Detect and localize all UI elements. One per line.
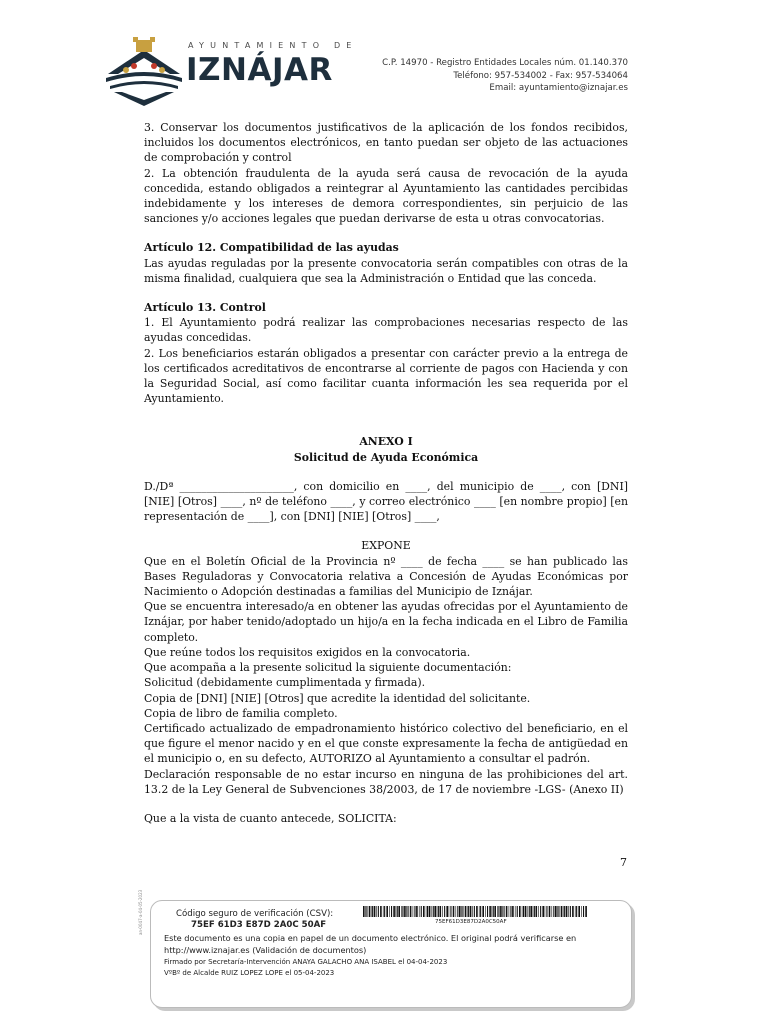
municipality-logo xyxy=(100,36,358,108)
paragraph: Copia de [DNI] [NIE] [Otros] que acredite la identidad del solicitante. xyxy=(144,691,531,705)
signature-line: VºBº de Alcalde RUIZ LOPEZ LOPE el 05-04-2023 xyxy=(164,969,335,977)
csv-code: 75EF 61D3 E87D 2A0C 50AF xyxy=(191,920,327,930)
signature-line: Firmado por Secretaría-Intervención ANAYA GALACHO ANA ISABEL el 04-04-2023 xyxy=(164,958,448,966)
paragraph: Que a la vista de cuanto antecede, SOLICITA: xyxy=(144,811,397,825)
paragraph: Que reúne todos los requisitos exigidos en la convocatoria. xyxy=(144,645,471,659)
annex-subtitle: Solicitud de Ayuda Económica xyxy=(293,450,479,464)
section-heading: Artículo 12. Compatibilidad de las ayudas xyxy=(144,241,399,255)
barcode-text: 75EF61D3E87D2A0C50AF xyxy=(435,919,507,925)
contact-line: C.P. 14970 - Registro Entidades Locales núm. 01.140.370 xyxy=(382,58,628,68)
document-body xyxy=(144,120,628,826)
contact-email: Email: ayuntamiento@iznajar.es xyxy=(489,83,628,93)
page-number: 7 xyxy=(620,856,627,869)
paragraph: 1. El Ayuntamiento podrá realizar las comprobaciones necesarias respecto de las ayudas concedidas. xyxy=(144,316,628,345)
contact-info xyxy=(382,57,628,95)
annex-title: ANEXO I xyxy=(359,435,413,449)
csv-label: Código seguro de verificación (CSV): xyxy=(176,909,334,919)
paragraph: 2. La obtención fraudulenta de la ayuda será causa de revocación de la ayuda concedida, estando obligados a reintegrar al Ayuntamiento las cantidades percibidas indebidamente y los intereses de demora correspondientes, sin perjuicio de las sanciones y/o acciones legales que puedan derivarse de esta u otras convocatorias. xyxy=(144,166,628,226)
paragraph: Las ayudas reguladas por la presente convocatoria serán compatibles con otras de la misma finalidad, cualquiera que sea la Administración o Entidad que las conceda. xyxy=(144,256,628,285)
side-reference: an-0047-a-04-05-2023 xyxy=(138,889,143,935)
form-paragraph: D./Dª _____________________, con domicilio en ____, del municipio de ____, con [DNI] [NIE] [Otros] ____, nº de teléfono ____, y correo electrónico ____ [en nombre propio] [en representación de ____], con [DNI] [NIE] [Otros] ____, xyxy=(144,479,628,524)
paragraph: 3. Conservar los documentos justificativos de la aplicación de los fondos recibidos, incluidos los documentos electrónicos, en tanto puedan ser objeto de las actuaciones de comprobación y control xyxy=(144,121,628,165)
paragraph: Que en el Boletín Oficial de la Provincia nº ____ de fecha ____ se han publicado las Bases Reguladoras y Convocatoria relativa a Concesión de Ayudas Económicas por Nacimiento o Adopción destinadas a familias del Municipio de Iznájar. xyxy=(144,554,628,599)
paragraph: Declaración responsable de no estar incurso en ninguna de las prohibiciones del art. 13.2 de la Ley General de Subvenciones 38/2003, de 17 de noviembre -LGS- (Anexo II) xyxy=(144,767,628,796)
expone-heading: EXPONE xyxy=(361,539,411,553)
paragraph: Certificado actualizado de empadronamiento histórico colectivo del beneficiario, en el que figure el menor nacido y en el que conste expresamente la fecha de antigüedad en el municipio o, en su defecto, AUTORIZO al Ayuntamiento a consultar el padrón. xyxy=(144,721,628,766)
paragraph: Que se encuentra interesado/a en obtener las ayudas ofrecidas por el Ayuntamiento de Iznájar, por haber tenido/adoptado un hijo/a en la fecha indicada en el Libro de Familia completo. xyxy=(144,600,628,644)
paragraph: Solicitud (debidamente cumplimentada y firmada). xyxy=(144,676,426,690)
paragraph: 2. Los beneficiarios estarán obligados a presentar con carácter previo a la entrega de los certificados acreditativos de encontrarse al corriente de pagos con Hacienda y con la Seguridad Social, así como facilitar cuanta información les sea requerida por el Ayuntamiento. xyxy=(144,346,628,406)
verification-box xyxy=(150,900,632,1008)
verification-link[interactable]: http://www.iznajar.es (Validación de documentos) xyxy=(164,945,367,955)
paragraph: Que acompaña a la presente solicitud la siguiente documentación: xyxy=(144,661,512,675)
section-heading: Artículo 13. Control xyxy=(144,301,266,315)
verification-note: Este documento es una copia en papel de un documento electrónico. El original podrá verificarse en xyxy=(164,933,577,943)
logo-title: IZNÁJAR xyxy=(186,52,333,88)
barcode-image xyxy=(363,906,589,917)
logo-subtitle: AYUNTAMIENTO DE xyxy=(188,41,358,50)
paragraph: Copia de libro de familia completo. xyxy=(144,706,338,720)
castle-emblem-icon xyxy=(100,36,190,108)
contact-line: Teléfono: 957-534002 - Fax: 957-534064 xyxy=(453,70,628,81)
